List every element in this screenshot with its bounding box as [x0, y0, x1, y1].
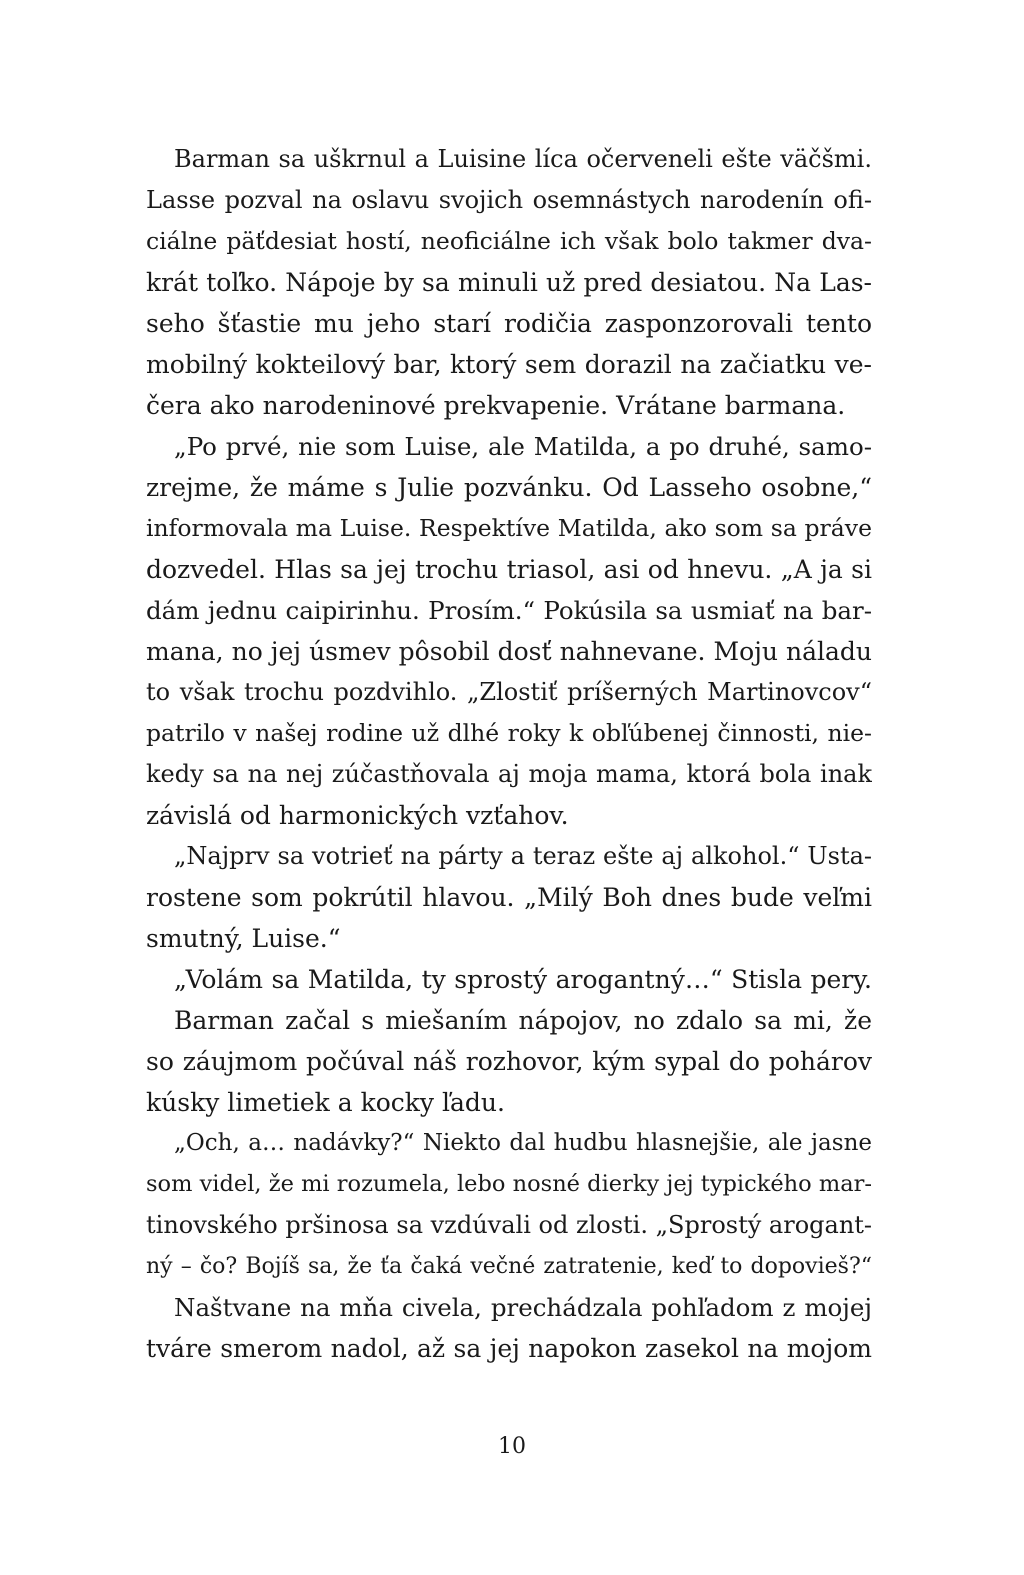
text-line: zrejme, že máme s Julie pozvánku. Od Lasseho osobne,“: [146, 473, 872, 502]
text-line: dozvedel. Hlas sa jej trochu triasol, asi od hnevu. „A ja si: [146, 555, 872, 584]
text-line: Barman sa uškrnul a Luisine líca očerveneli ešte väčšmi.: [174, 145, 872, 173]
text-line: dám jednu caipirinhu. Prosím.“ Pokúsila sa usmiať na bar-: [146, 596, 872, 625]
text-line: patrilo v našej rodine už dlhé roky k obľúbenej činnosti, nie-: [146, 719, 872, 747]
text-line: čera ako narodeninové prekvapenie. Vrátane barmana.: [146, 391, 846, 420]
text-line: seho šťastie mu jeho starí rodičia zasponzorovali tento: [146, 309, 872, 338]
text-line: mana, no jej úsmev pôsobil dosť nahnevane. Moju náladu: [146, 637, 872, 666]
text-line: „Volám sa Matilda, ty sprostý arogantný…“ Stisla pery.: [174, 965, 872, 994]
text-line: ciálne päťdesiat hostí, neoficiálne ich však bolo takmer dva-: [146, 227, 872, 255]
text-line: kedy sa na nej zúčastňovala aj moja mama, ktorá bola inak: [146, 760, 872, 788]
text-line: Barman začal s miešaním nápojov, no zdalo sa mi, že: [174, 1006, 872, 1035]
text-line: som videl, že mi rozumela, lebo nosné dierky jej typického mar-: [146, 1171, 872, 1197]
text-line: smutný, Luise.“: [146, 924, 341, 953]
text-line: informovala ma Luise. Respektíve Matilda, ako som sa práve: [146, 514, 872, 542]
text-line: rostene som pokrútil hlavou. „Milý Boh dnes bude veľmi: [146, 883, 872, 912]
text-line: Lasse pozval na oslavu svojich osemnástych narodenín ofi-: [146, 186, 872, 214]
text-line: Naštvane na mňa civela, prechádzala pohľadom z mojej: [174, 1293, 872, 1322]
text-line: ný – čo? Bojíš sa, že ťa čaká večné zatratenie, keď to dopovieš?“: [146, 1254, 872, 1279]
text-line: „Po prvé, nie som Luise, ale Matilda, a po druhé, samo-: [174, 432, 872, 461]
text-line: „Najprv sa votrieť na párty a teraz ešte aj alkohol.“ Usta-: [174, 842, 872, 870]
text-line: so záujmom počúval náš rozhovor, kým sypal do pohárov: [146, 1047, 872, 1076]
text-line: mobilný kokteilový bar, ktorý sem dorazil na začiatku ve-: [146, 350, 872, 379]
text-line: tváre smerom nadol, až sa jej napokon zasekol na mojom: [146, 1334, 872, 1363]
body-text: [146, 139, 872, 1369]
text-line: tinovského pršinosa sa vzdúvali od zlosti. „Sprostý arogant-: [146, 1211, 872, 1239]
text-line: „Och, a… nadávky?“ Niekto dal hudbu hlasnejšie, ale jasne: [174, 1130, 872, 1156]
page-number: 10: [498, 1434, 526, 1459]
text-line: to však trochu pozdvihlo. „Zlostiť príšerných Martinovcov“: [146, 678, 872, 706]
text-line: krát toľko. Nápoje by sa minuli už pred desiatou. Na Las-: [146, 268, 872, 297]
text-line: závislá od harmonických vzťahov.: [146, 801, 569, 830]
text-line: kúsky limetiek a kocky ľadu.: [146, 1088, 505, 1117]
